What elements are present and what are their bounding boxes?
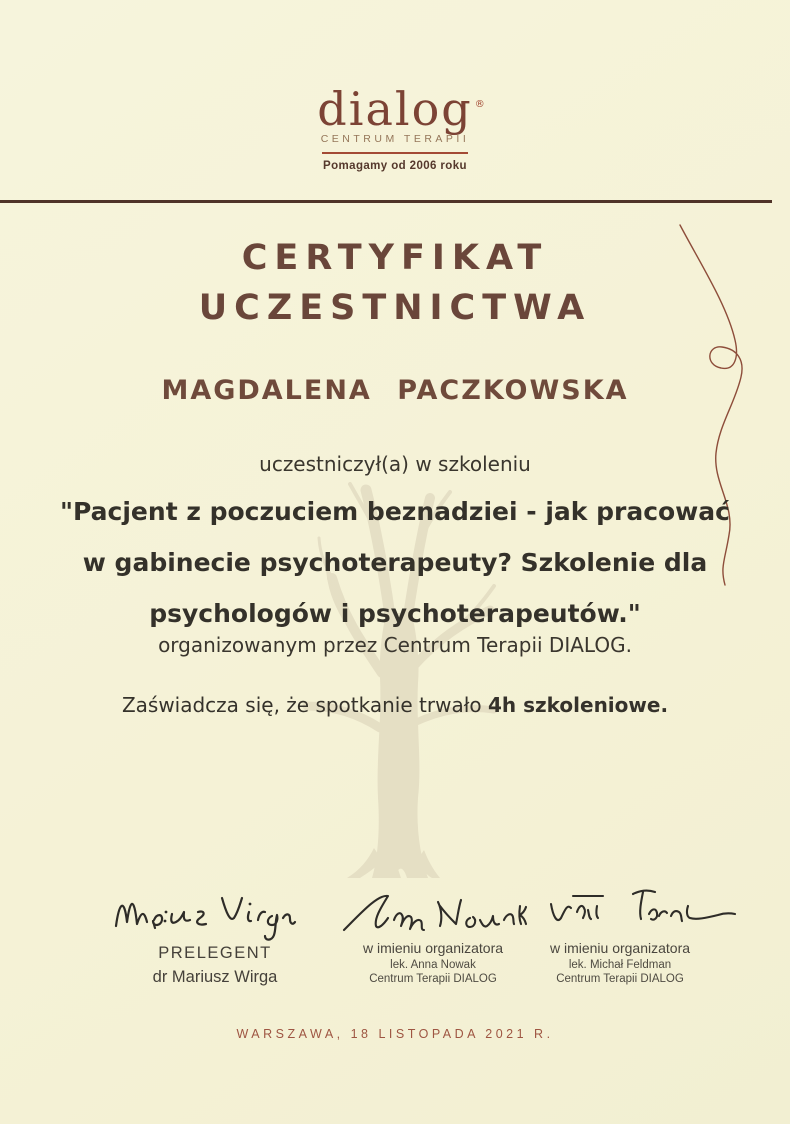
- logo-tagline: Pomagamy od 2006 roku: [323, 160, 467, 172]
- logo-wordmark: dialog: [317, 82, 473, 136]
- participant-name: MAGDALENA PACZKOWSKA: [161, 375, 629, 406]
- course-title-line3: psychologów i psychoterapeutów.": [149, 599, 641, 628]
- course-title: [0, 486, 790, 639]
- logo-brand-text: [317, 82, 487, 136]
- footer-date: WARSZAWA, 18 LISTOPADA 2021 R.: [236, 1027, 554, 1041]
- signature-script-mariusz-wirga: [108, 880, 298, 946]
- signature-script-anna-nowak: [340, 878, 545, 940]
- signature-script-michal-feldman: [545, 876, 745, 942]
- organizer-line: organizowanym przez Centrum Terapii DIALOG.: [158, 633, 632, 657]
- signature-org: Centrum Terapii DIALOG: [369, 973, 497, 985]
- signature-name: dr Mariusz Wirga: [152, 968, 278, 986]
- certificate-title-line2: UCZESTNICTWA: [198, 288, 592, 328]
- signature-name: lek. Michał Feldman: [568, 959, 672, 971]
- signature-name: lek. Anna Nowak: [390, 959, 476, 971]
- signature-org: Centrum Terapii DIALOG: [556, 973, 684, 985]
- certificate-title: [0, 233, 790, 333]
- duration-line: [0, 693, 790, 717]
- signature-block-michal-feldman: [515, 940, 725, 985]
- duration-bold: 4h szkoleniowe.: [487, 693, 669, 717]
- top-separator-line: [0, 200, 772, 203]
- duration-prefix: Zaświadcza się, że spotkanie trwało: [121, 693, 488, 717]
- intro-line: uczestniczył(a) w szkoleniu: [259, 452, 531, 476]
- signature-role: w imieniu organizatora: [362, 940, 504, 956]
- signature-role: PRELEGENT: [158, 944, 272, 962]
- logo-subtitle: CENTRUM TERAPII: [320, 133, 470, 145]
- certificate-title-line1: CERTYFIKAT: [241, 238, 549, 278]
- signature-role: w imieniu organizatora: [549, 940, 691, 956]
- course-title-line2: w gabinecie psychoterapeuty? Szkolenie dla: [82, 548, 708, 577]
- signature-block-prelegent: [115, 944, 315, 987]
- registered-trademark-icon: ®: [474, 99, 487, 110]
- signature-block-anna-nowak: [328, 940, 538, 985]
- logo-divider: [322, 152, 468, 154]
- course-title-line1: "Pacjent z poczuciem beznadziei - jak pracować: [60, 497, 730, 526]
- logo-block: [0, 82, 790, 172]
